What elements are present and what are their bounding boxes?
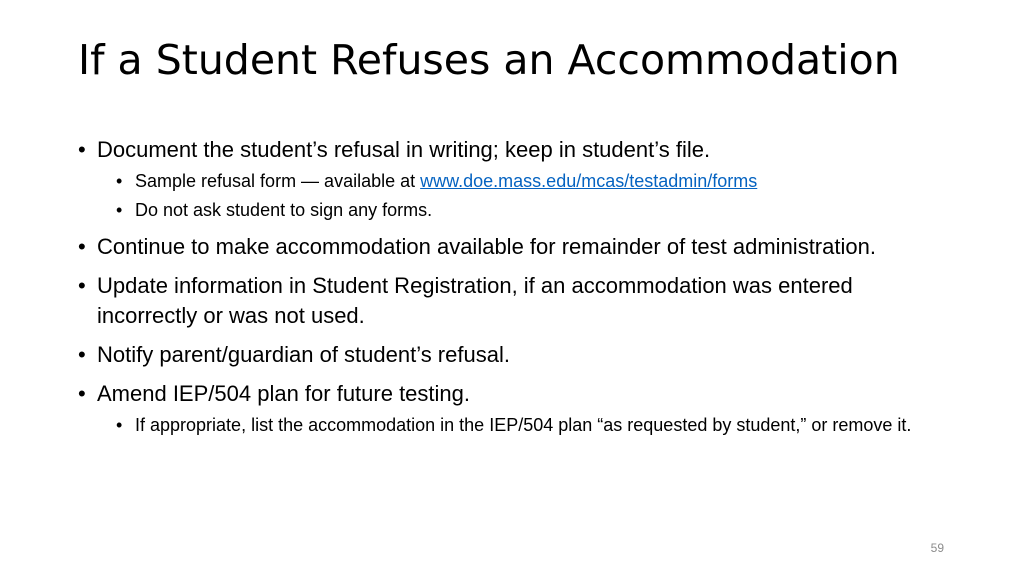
sub-bullet-sample-form	[116, 168, 948, 194]
forms-link[interactable]: www.doe.mass.edu/mcas/testadmin/forms	[420, 171, 758, 191]
sub-bullet-list-accommodation: • If appropriate, list the accommodation in the IEP/504 plan “as requested by student,” or remove it.	[116, 412, 948, 438]
bullet-document-refusal: • Document the student’s refusal in writing; keep in student’s file.	[78, 135, 948, 165]
bullet-continue-accommodation: • Continue to make accommodation available for remainder of test administration.	[78, 232, 948, 262]
slide-content	[78, 135, 948, 438]
bullet-update-registration: • Update information in Student Registration, if an accommodation was entered incorrectly or was not used.	[78, 271, 948, 331]
bullet-notify-parent: • Notify parent/guardian of student’s refusal.	[78, 340, 948, 370]
bullet-amend-iep: • Amend IEP/504 plan for future testing.	[78, 379, 948, 409]
page-number: 59	[930, 541, 944, 555]
sub-bullet-sample-form-text: Sample refusal form — available at	[135, 171, 421, 191]
sub-bullet-no-sign: • Do not ask student to sign any forms.	[116, 197, 948, 223]
slide-title: If a Student Refuses an Accommodation	[78, 36, 900, 84]
